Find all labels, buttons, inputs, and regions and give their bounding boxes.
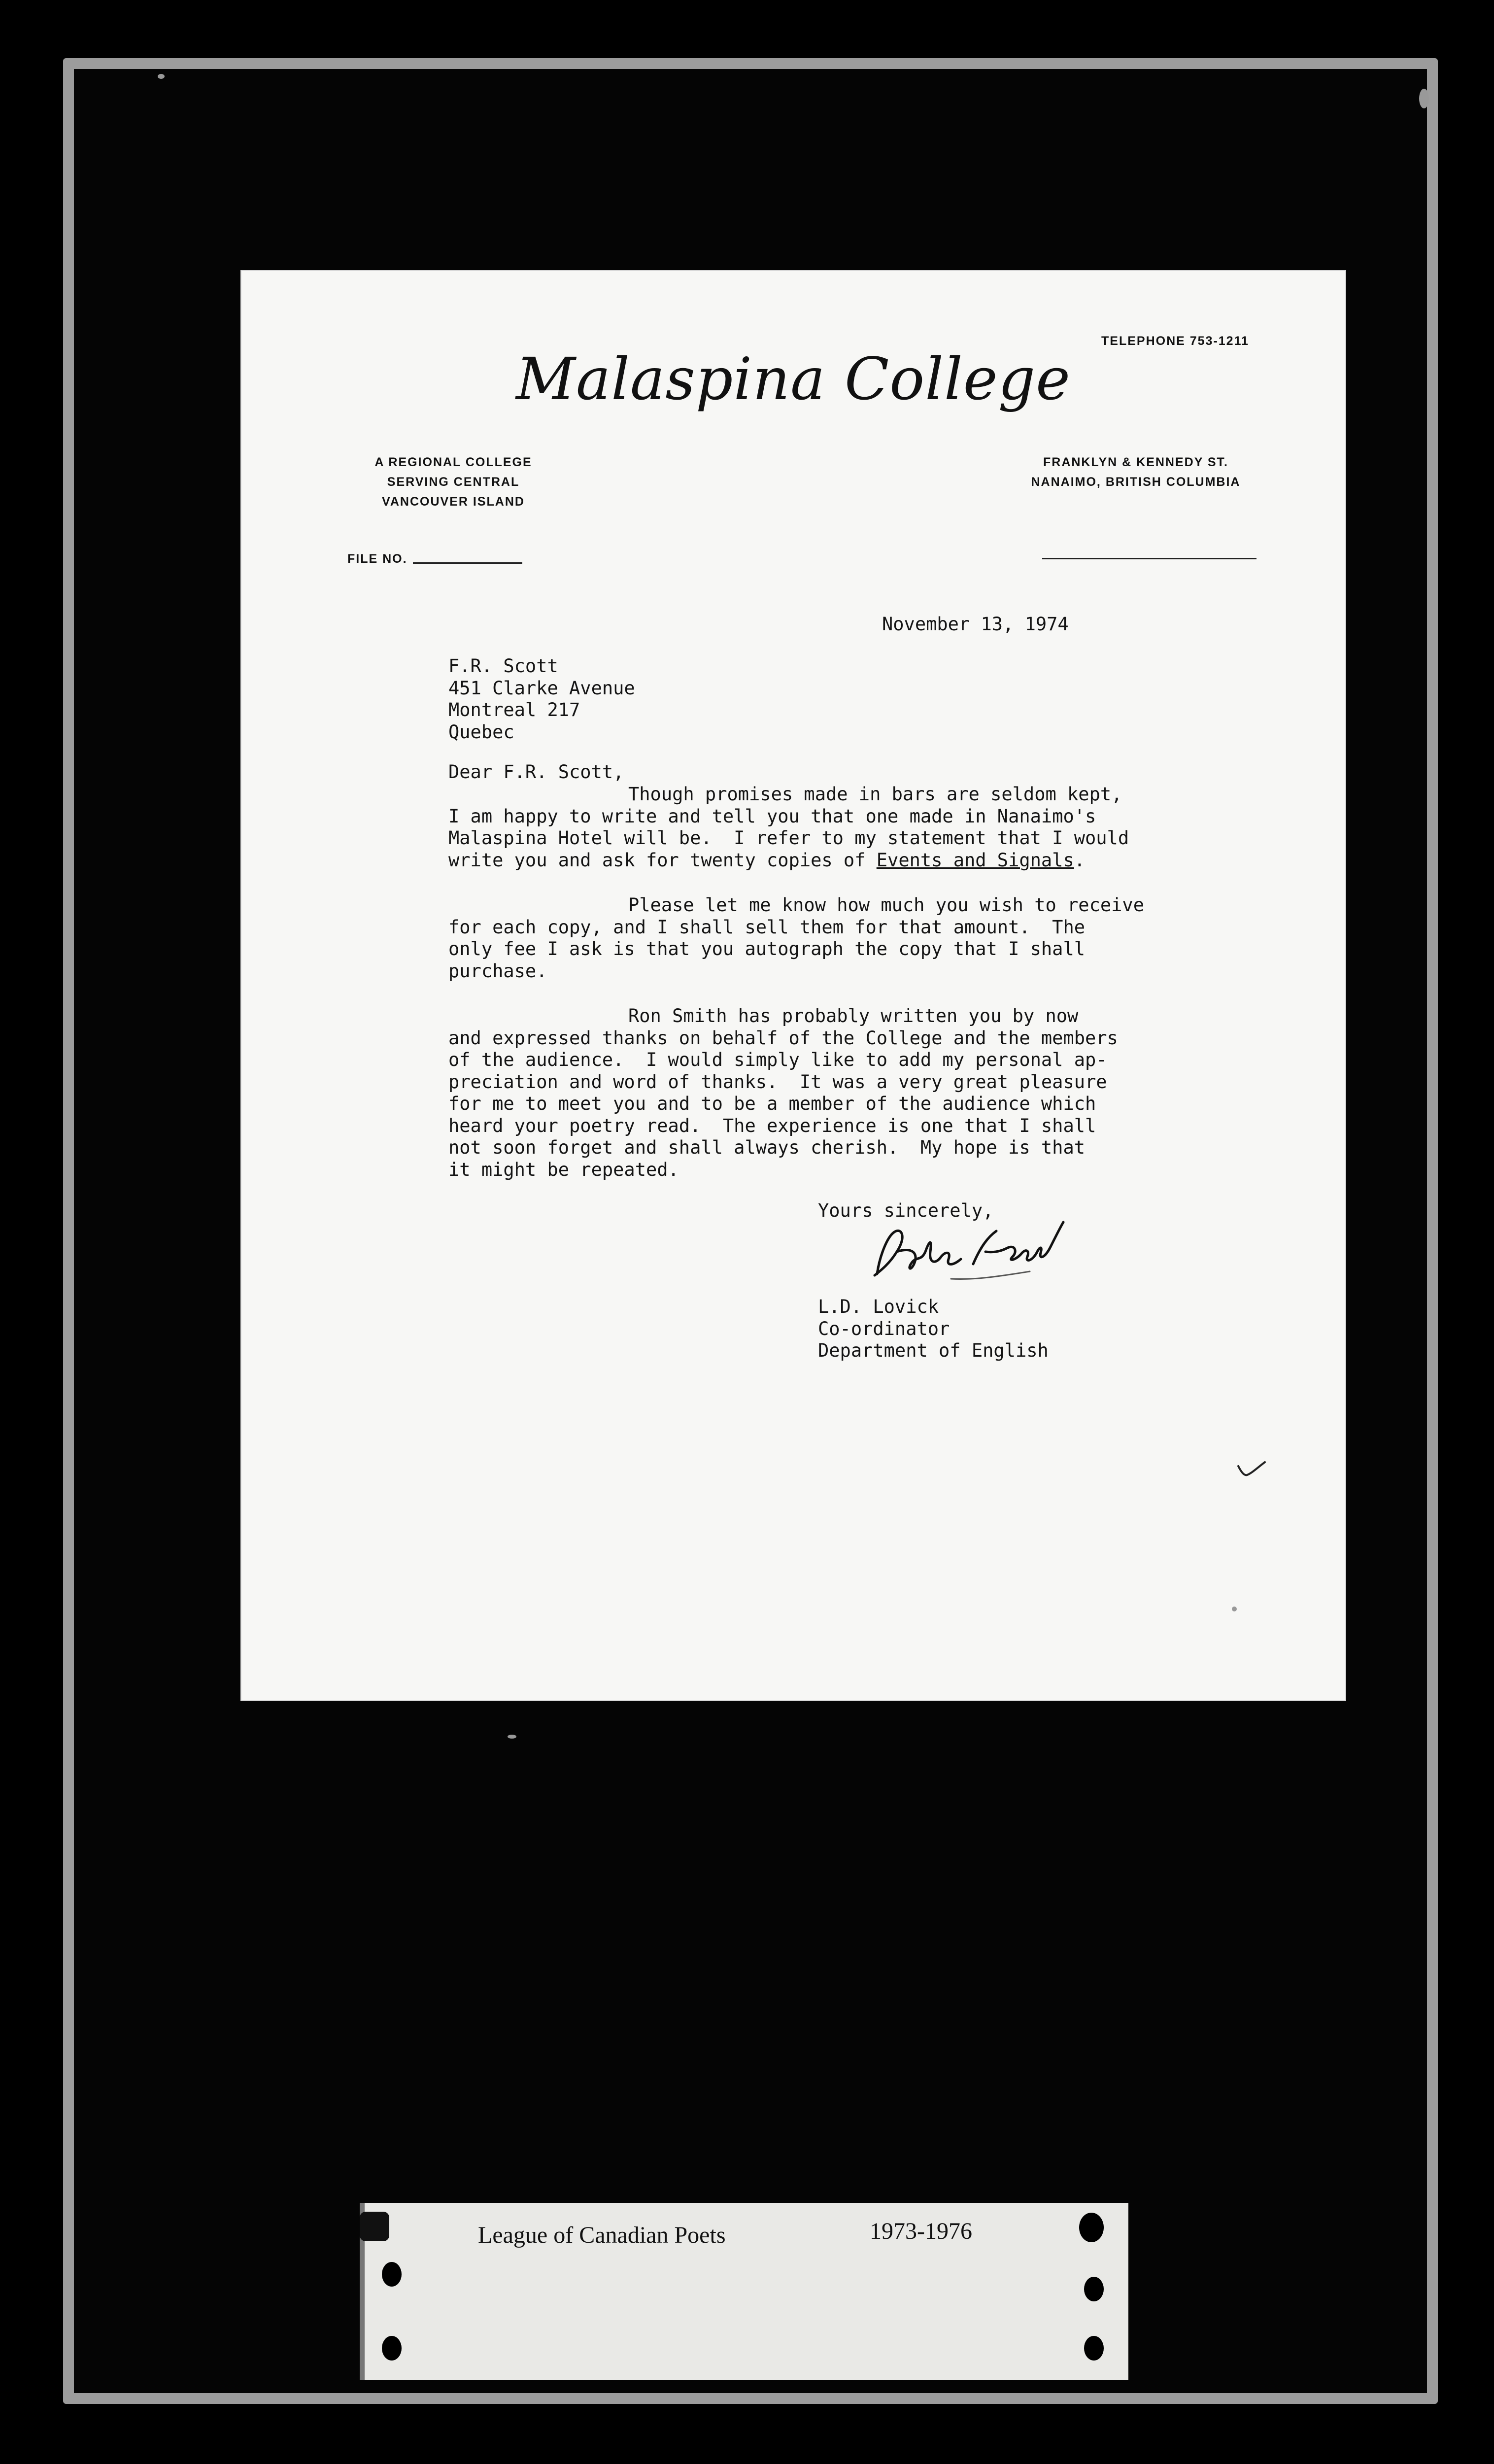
salutation: Dear F.R. Scott,: [448, 761, 624, 783]
paragraph-line: for me to meet you and to be a member of the audience which: [448, 1093, 1096, 1114]
paragraph-3: [448, 1005, 1118, 1181]
paragraph-line: only fee I ask is that you autograph the copy that I shall: [448, 938, 1086, 959]
file-no-rule: [413, 562, 522, 564]
book-title: Events and Signals: [876, 849, 1074, 871]
film-speck: [1232, 1607, 1237, 1611]
film-hole: [1079, 2213, 1104, 2242]
letter-date: November 13, 1974: [882, 614, 1069, 635]
paragraph-line: it might be repeated.: [448, 1159, 679, 1180]
paragraph-first-line: Ron Smith has probably written you by now: [628, 1005, 1079, 1027]
recipient-line: Quebec: [448, 721, 514, 743]
signer-line: Department of English: [818, 1340, 1049, 1361]
film-hole: [360, 2212, 389, 2241]
address-line: FRANKLYN & KENNEDY ST.: [1043, 455, 1228, 469]
film-speck: [1419, 89, 1429, 108]
paragraph-first-line: Please let me know how much you wish to receive: [628, 894, 1144, 916]
collection-label: League of Canadian Poets: [478, 2222, 726, 2248]
paragraph-line: I am happy to write and tell you that one made in Nanaimo's: [448, 805, 1096, 827]
paragraph-line: of the audience. I would simply like to add my personal ap-: [448, 1049, 1107, 1070]
letter-page: [241, 271, 1345, 1700]
letterhead-telephone: TELEPHONE 753-1211: [1101, 334, 1250, 348]
paragraph-line: purchase.: [448, 960, 547, 982]
reference-rule: [1042, 558, 1256, 559]
paragraph-line: Malaspina Hotel will be. I refer to my statement that I would: [448, 827, 1129, 849]
paragraph-line: .: [1074, 849, 1086, 871]
recipient-address: [448, 655, 635, 743]
college-name-logo: Malaspina College: [516, 345, 1071, 413]
paragraph-1: [448, 784, 1129, 871]
paragraph-line: preciation and word of thanks. It was a very great pleasure: [448, 1071, 1107, 1093]
letterhead-address: [1015, 452, 1256, 492]
signer-line: Co-ordinator: [818, 1318, 950, 1339]
film-hole: [1084, 2277, 1104, 2301]
paragraph-first-line: Though promises made in bars are seldom kept,: [628, 784, 1122, 805]
recipient-line: 451 Clarke Avenue: [448, 677, 635, 699]
paragraph-line: for each copy, and I shall sell them for that amount. The: [448, 916, 1086, 938]
tagline-line: A REGIONAL COLLEGE: [374, 455, 532, 469]
tagline-line: SERVING CENTRAL: [387, 475, 520, 489]
paragraph-line: not soon forget and shall always cherish. My hope is that: [448, 1137, 1086, 1158]
film-hole: [382, 2336, 402, 2361]
film-hole: [382, 2262, 402, 2287]
closing: Yours sincerely,: [818, 1200, 994, 1221]
handwritten-signature: [867, 1217, 1079, 1291]
film-speck: [158, 74, 165, 79]
signer-block: [818, 1296, 1049, 1362]
film-label: [360, 2203, 1128, 2380]
address-line: NANAIMO, BRITISH COLUMBIA: [1031, 475, 1241, 489]
signer-line: L.D. Lovick: [818, 1296, 939, 1317]
paragraph-line: write you and ask for twenty copies of: [448, 849, 877, 871]
recipient-line: F.R. Scott: [448, 655, 558, 677]
letterhead-tagline: [355, 452, 552, 512]
film-hole: [1084, 2336, 1104, 2361]
paragraph-line: and expressed thanks on behalf of the College and the members: [448, 1027, 1118, 1049]
paragraph-2: [448, 894, 1144, 982]
film-speck: [508, 1735, 516, 1739]
collection-years: 1973-1976: [870, 2218, 972, 2244]
check-mark-annotation: [1234, 1451, 1269, 1486]
file-no-label: FILE NO.: [347, 552, 407, 566]
tagline-line: VANCOUVER ISLAND: [382, 495, 525, 509]
recipient-line: Montreal 217: [448, 699, 580, 720]
paragraph-line: heard your poetry read. The experience is one that I shall: [448, 1115, 1096, 1136]
